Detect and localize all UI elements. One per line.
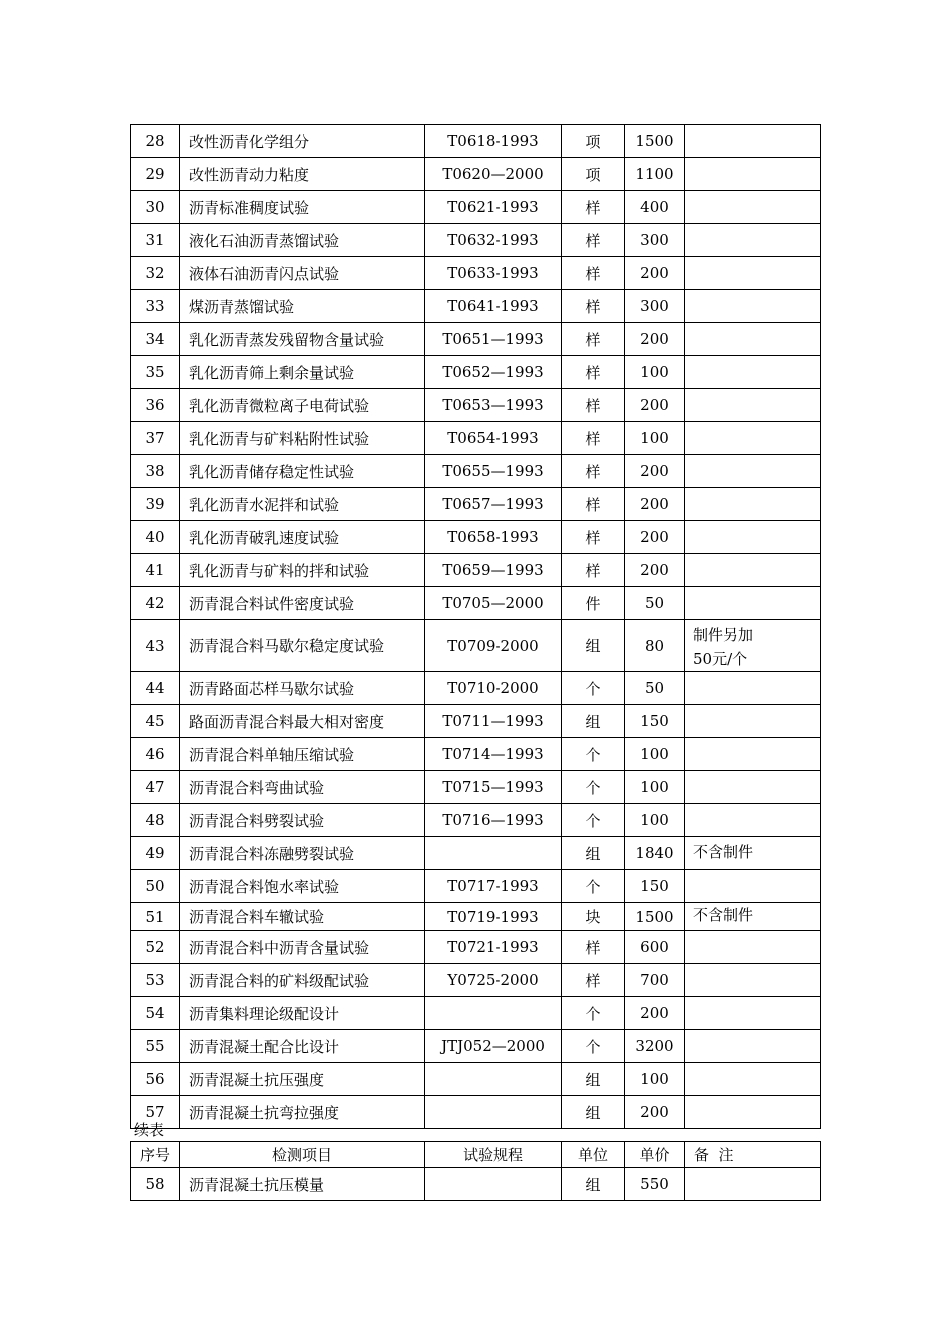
cell-price: 100 (625, 738, 685, 771)
cell-unit: 组 (562, 1096, 625, 1129)
cell-spec (425, 1096, 562, 1129)
cell-item: 沥青混凝土抗压模量 (180, 1168, 425, 1201)
header-spec: 试验规程 (425, 1142, 562, 1168)
cell-item: 乳化沥青与矿料的拌和试验 (180, 554, 425, 587)
cell-item: 乳化沥青水泥拌和试验 (180, 488, 425, 521)
cell-note (685, 620, 821, 672)
cell-note (685, 389, 821, 422)
cell-unit: 组 (562, 705, 625, 738)
cell-no: 51 (131, 903, 180, 931)
table-row (131, 931, 821, 964)
cell-spec: T0652—1993 (425, 356, 562, 389)
continuation-table (130, 1141, 821, 1201)
table-row (131, 389, 821, 422)
table-row (131, 997, 821, 1030)
cell-no: 28 (131, 125, 180, 158)
cell-unit: 样 (562, 323, 625, 356)
cell-no: 37 (131, 422, 180, 455)
cell-note (685, 705, 821, 738)
cell-spec: JTJ052—2000 (425, 1030, 562, 1063)
cell-unit: 样 (562, 257, 625, 290)
cell-no: 47 (131, 771, 180, 804)
table-row (131, 1096, 821, 1129)
cell-no: 32 (131, 257, 180, 290)
cell-spec: T0659—1993 (425, 554, 562, 587)
cell-item: 乳化沥青与矿料粘附性试验 (180, 422, 425, 455)
cell-spec: T0654-1993 (425, 422, 562, 455)
cell-unit: 样 (562, 455, 625, 488)
cell-price: 200 (625, 997, 685, 1030)
cell-item: 乳化沥青储存稳定性试验 (180, 455, 425, 488)
cell-item: 液体石油沥青闪点试验 (180, 257, 425, 290)
cell-price: 1100 (625, 158, 685, 191)
cell-item: 沥青混合料中沥青含量试验 (180, 931, 425, 964)
cell-note (685, 356, 821, 389)
cell-spec: T0632-1993 (425, 224, 562, 257)
cell-item: 沥青混凝土配合比设计 (180, 1030, 425, 1063)
cell-unit: 个 (562, 738, 625, 771)
cell-spec: T0717-1993 (425, 870, 562, 903)
cell-price: 200 (625, 488, 685, 521)
table-row (131, 455, 821, 488)
cell-no: 48 (131, 804, 180, 837)
cell-unit: 个 (562, 870, 625, 903)
cell-unit: 样 (562, 290, 625, 323)
cell-note (685, 903, 821, 931)
cell-item: 沥青混凝土抗压强度 (180, 1063, 425, 1096)
cell-unit: 样 (562, 488, 625, 521)
cell-note (685, 771, 821, 804)
cell-note (685, 422, 821, 455)
table-row (131, 672, 821, 705)
cell-price: 200 (625, 554, 685, 587)
cell-item: 沥青混合料试件密度试验 (180, 587, 425, 620)
header-price: 单价 (625, 1142, 685, 1168)
cell-price: 100 (625, 356, 685, 389)
cell-unit: 样 (562, 554, 625, 587)
cell-price: 200 (625, 323, 685, 356)
cell-spec: T0651—1993 (425, 323, 562, 356)
note-line: 制件另加 (693, 626, 754, 644)
cell-unit: 个 (562, 804, 625, 837)
cell-item: 沥青混合料饱水率试验 (180, 870, 425, 903)
cell-spec: T0705—2000 (425, 587, 562, 620)
cell-no: 42 (131, 587, 180, 620)
cell-no: 45 (131, 705, 180, 738)
header-note: 备 注 (685, 1142, 821, 1168)
table-row (131, 191, 821, 224)
cell-item: 沥青混合料劈裂试验 (180, 804, 425, 837)
cell-price: 150 (625, 705, 685, 738)
cell-no: 41 (131, 554, 180, 587)
cell-note (685, 931, 821, 964)
cell-note (685, 870, 821, 903)
cell-price: 700 (625, 964, 685, 997)
header-no: 序号 (131, 1142, 180, 1168)
cell-no: 56 (131, 1063, 180, 1096)
cell-price: 50 (625, 587, 685, 620)
cell-spec: T0719-1993 (425, 903, 562, 931)
cell-unit: 样 (562, 521, 625, 554)
table-row (131, 804, 821, 837)
table-row (131, 257, 821, 290)
cell-spec: T0621-1993 (425, 191, 562, 224)
cell-no: 50 (131, 870, 180, 903)
cell-price: 200 (625, 455, 685, 488)
table-row (131, 422, 821, 455)
cell-price: 3200 (625, 1030, 685, 1063)
cell-note (685, 191, 821, 224)
cell-item: 沥青混合料冻融劈裂试验 (180, 837, 425, 870)
cell-spec: T0721-1993 (425, 931, 562, 964)
cell-unit: 组 (562, 620, 625, 672)
table-row (131, 125, 821, 158)
cell-item: 沥青混合料马歇尔稳定度试验 (180, 620, 425, 672)
table-row (131, 620, 821, 672)
table-row (131, 323, 821, 356)
cell-item: 液化石油沥青蒸馏试验 (180, 224, 425, 257)
cell-spec: T0653—1993 (425, 389, 562, 422)
cell-spec: T0657—1993 (425, 488, 562, 521)
cell-spec (425, 837, 562, 870)
table-row (131, 224, 821, 257)
cell-spec: T0709-2000 (425, 620, 562, 672)
cell-no: 52 (131, 931, 180, 964)
cell-price: 200 (625, 521, 685, 554)
cell-no: 34 (131, 323, 180, 356)
cell-item: 沥青混合料弯曲试验 (180, 771, 425, 804)
cell-item: 沥青混合料单轴压缩试验 (180, 738, 425, 771)
table-row (131, 1168, 821, 1201)
cell-item: 沥青混凝土抗弯拉强度 (180, 1096, 425, 1129)
cell-unit: 个 (562, 771, 625, 804)
cell-note (685, 804, 821, 837)
cell-no: 44 (131, 672, 180, 705)
cell-note (685, 837, 821, 870)
cell-item: 乳化沥青筛上剩余量试验 (180, 356, 425, 389)
cell-spec (425, 1168, 562, 1201)
cell-price: 550 (625, 1168, 685, 1201)
cell-unit: 块 (562, 903, 625, 931)
cell-spec: T0658-1993 (425, 521, 562, 554)
cell-note (685, 1096, 821, 1129)
cell-item: 沥青混合料车辙试验 (180, 903, 425, 931)
cell-price: 200 (625, 1096, 685, 1129)
cell-note (685, 323, 821, 356)
header-item: 检测项目 (180, 1142, 425, 1168)
cell-spec: T0620—2000 (425, 158, 562, 191)
table-row (131, 1030, 821, 1063)
cell-unit: 样 (562, 224, 625, 257)
cell-note (685, 997, 821, 1030)
cell-price: 1500 (625, 903, 685, 931)
cell-note (685, 455, 821, 488)
cell-no: 53 (131, 964, 180, 997)
cell-no: 57 (131, 1096, 180, 1129)
cell-no: 35 (131, 356, 180, 389)
cell-item: 乳化沥青微粒离子电荷试验 (180, 389, 425, 422)
cell-item: 改性沥青化学组分 (180, 125, 425, 158)
cell-price: 150 (625, 870, 685, 903)
cell-no: 43 (131, 620, 180, 672)
cell-note (685, 738, 821, 771)
cell-item: 沥青路面芯样马歇尔试验 (180, 672, 425, 705)
cell-no: 46 (131, 738, 180, 771)
cell-unit: 组 (562, 1168, 625, 1201)
price-table (130, 124, 821, 1129)
header-unit: 单位 (562, 1142, 625, 1168)
table-row (131, 705, 821, 738)
cell-price: 200 (625, 257, 685, 290)
cell-price: 300 (625, 224, 685, 257)
cell-note (685, 554, 821, 587)
cell-note (685, 257, 821, 290)
cell-unit: 样 (562, 964, 625, 997)
cell-spec: T0641-1993 (425, 290, 562, 323)
table-row (131, 521, 821, 554)
cell-item: 沥青标准稠度试验 (180, 191, 425, 224)
cell-unit: 件 (562, 587, 625, 620)
cell-price: 100 (625, 804, 685, 837)
cell-unit: 组 (562, 837, 625, 870)
cell-note (685, 672, 821, 705)
table-row (131, 870, 821, 903)
cell-price: 600 (625, 931, 685, 964)
cell-no: 29 (131, 158, 180, 191)
cell-spec: T0618-1993 (425, 125, 562, 158)
note-line: 不含制件 (693, 843, 754, 861)
cell-price: 300 (625, 290, 685, 323)
cell-spec: T0711—1993 (425, 705, 562, 738)
cell-spec: T0714—1993 (425, 738, 562, 771)
table-row (131, 771, 821, 804)
cell-note (685, 1030, 821, 1063)
cell-no: 58 (131, 1168, 180, 1201)
cell-spec (425, 1063, 562, 1096)
cell-unit: 项 (562, 125, 625, 158)
table-row (131, 554, 821, 587)
cell-item: 沥青集料理论级配设计 (180, 997, 425, 1030)
cell-item: 煤沥青蒸馏试验 (180, 290, 425, 323)
cell-spec (425, 997, 562, 1030)
cell-spec: T0655—1993 (425, 455, 562, 488)
cell-note (685, 1063, 821, 1096)
table-row (131, 837, 821, 870)
cell-no: 39 (131, 488, 180, 521)
cell-no: 31 (131, 224, 180, 257)
table-row (131, 964, 821, 997)
cell-item: 乳化沥青破乳速度试验 (180, 521, 425, 554)
cell-item: 改性沥青动力粘度 (180, 158, 425, 191)
cell-note (685, 290, 821, 323)
table-row (131, 587, 821, 620)
cell-note (685, 158, 821, 191)
cell-unit: 样 (562, 191, 625, 224)
cell-unit: 个 (562, 997, 625, 1030)
cell-note (685, 964, 821, 997)
cell-price: 80 (625, 620, 685, 672)
cell-no: 36 (131, 389, 180, 422)
table-row (131, 738, 821, 771)
cell-note (685, 488, 821, 521)
table-row (131, 290, 821, 323)
cell-note (685, 521, 821, 554)
price-table-body (131, 125, 821, 1129)
cell-item: 乳化沥青蒸发残留物含量试验 (180, 323, 425, 356)
cell-spec: T0633-1993 (425, 257, 562, 290)
cell-price: 100 (625, 422, 685, 455)
note-line: 50元/个 (693, 650, 748, 668)
cell-unit: 项 (562, 158, 625, 191)
cell-unit: 组 (562, 1063, 625, 1096)
continuation-label: 续表 (134, 1121, 165, 1139)
cell-note (685, 125, 821, 158)
cell-spec: Y0725-2000 (425, 964, 562, 997)
table-row (131, 1063, 821, 1096)
table-row (131, 158, 821, 191)
header-row (131, 1142, 821, 1168)
cell-unit: 样 (562, 356, 625, 389)
note-line: 不含制件 (693, 906, 754, 924)
cell-no: 54 (131, 997, 180, 1030)
cell-no: 38 (131, 455, 180, 488)
cell-note (685, 224, 821, 257)
cell-price: 100 (625, 1063, 685, 1096)
cell-spec: T0716—1993 (425, 804, 562, 837)
cell-unit: 个 (562, 672, 625, 705)
cell-no: 49 (131, 837, 180, 870)
cell-price: 100 (625, 771, 685, 804)
cell-price: 1840 (625, 837, 685, 870)
table-row (131, 356, 821, 389)
cell-price: 50 (625, 672, 685, 705)
cell-unit: 个 (562, 1030, 625, 1063)
cell-no: 55 (131, 1030, 180, 1063)
cell-note (685, 587, 821, 620)
cell-spec: T0715—1993 (425, 771, 562, 804)
cell-price: 1500 (625, 125, 685, 158)
cell-item: 路面沥青混合料最大相对密度 (180, 705, 425, 738)
cell-unit: 样 (562, 422, 625, 455)
cell-price: 400 (625, 191, 685, 224)
cell-no: 40 (131, 521, 180, 554)
cell-no: 30 (131, 191, 180, 224)
cell-item: 沥青混合料的矿料级配试验 (180, 964, 425, 997)
table-row (131, 488, 821, 521)
cell-unit: 样 (562, 389, 625, 422)
cell-spec: T0710-2000 (425, 672, 562, 705)
cell-note (685, 1168, 821, 1201)
table-row (131, 903, 821, 931)
cell-price: 200 (625, 389, 685, 422)
cell-unit: 样 (562, 931, 625, 964)
cell-no: 33 (131, 290, 180, 323)
